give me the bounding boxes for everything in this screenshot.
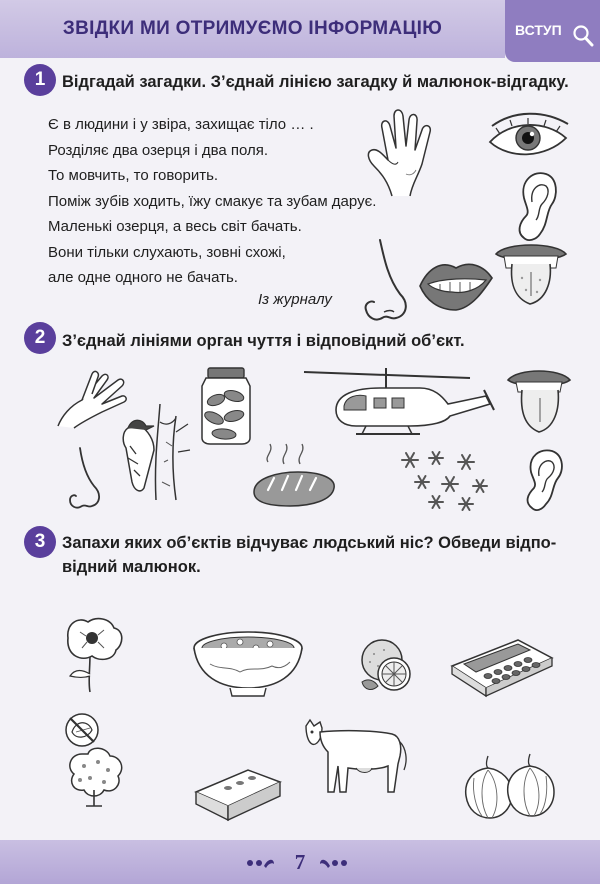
right-ornament-icon [318,856,348,870]
riddle-eyes: Маленькі озерця, а весь світ бачать. [48,218,302,235]
magnifier-icon [572,24,594,48]
hand-icon[interactable] [362,104,440,200]
task-3-instruction-line-2: відний малюнок. [62,558,201,576]
task-3-instruction-line-1: Запахи яких об’єктів відчуває людський ніс? Обведи відпо- [62,534,557,552]
page-title: ЗВІДКИ МИ ОТРИМУЄМО ІНФОРМАЦІЮ [62,18,443,39]
lips-icon[interactable] [416,250,496,318]
soup-bowl-icon[interactable] [190,626,306,698]
task-1-badge: 1 [24,64,56,96]
helicopter-icon[interactable] [300,366,500,442]
task-1-instruction: Відгадай загадки. З’єднай лінією загадку й малюнок-відгадку. [62,73,569,91]
onions-icon[interactable] [462,752,558,822]
tongue-icon[interactable] [492,238,570,310]
nose-icon[interactable] [354,238,418,330]
task-2-badge: 2 [24,322,56,354]
task-2-instruction: З’єднай лініями орган чуття і відповідний об’єкт. [62,332,465,350]
riddle-list [48,112,377,291]
ear-icon[interactable] [520,446,566,512]
riddle-skin: Є в людини і у звіра, захищає тіло … . [48,116,314,133]
bread-icon[interactable] [248,442,338,510]
riddle-ears-2: але одне одного не бачать. [48,269,238,286]
riddle-mouth: То мовчить, то говорить. [48,167,219,184]
pickle-jar-icon[interactable] [198,366,254,446]
riddle-tongue: Поміж зубів ходить, їжу смакує та зубам дарує. [48,192,377,210]
section-tab-label: ВСТУП [515,22,562,38]
poppy-icon[interactable] [60,614,128,694]
brick-icon[interactable] [192,762,284,824]
riddle-nose: Розділяє два озерця і два поля. [48,141,269,159]
paint-box-icon[interactable] [448,636,556,700]
riddle-source: Із журналу [258,291,332,308]
page-number: 7 [294,850,306,874]
nose-icon[interactable] [62,446,108,514]
woodpecker-icon[interactable] [114,402,194,502]
task-3-badge: 3 [24,526,56,558]
citrus-icon[interactable] [356,634,416,696]
snowflakes-icon[interactable] [396,448,492,512]
page-footer [0,840,600,884]
cow-icon[interactable] [300,712,412,796]
page-header [0,0,600,64]
eye-icon[interactable] [484,112,572,164]
tongue-icon[interactable] [504,366,574,438]
riddle-ears-1: Вони тільки слухають, зовні схожі, [48,243,286,261]
no-smell-plant-icon[interactable] [60,710,132,810]
ear-icon[interactable] [512,168,560,242]
